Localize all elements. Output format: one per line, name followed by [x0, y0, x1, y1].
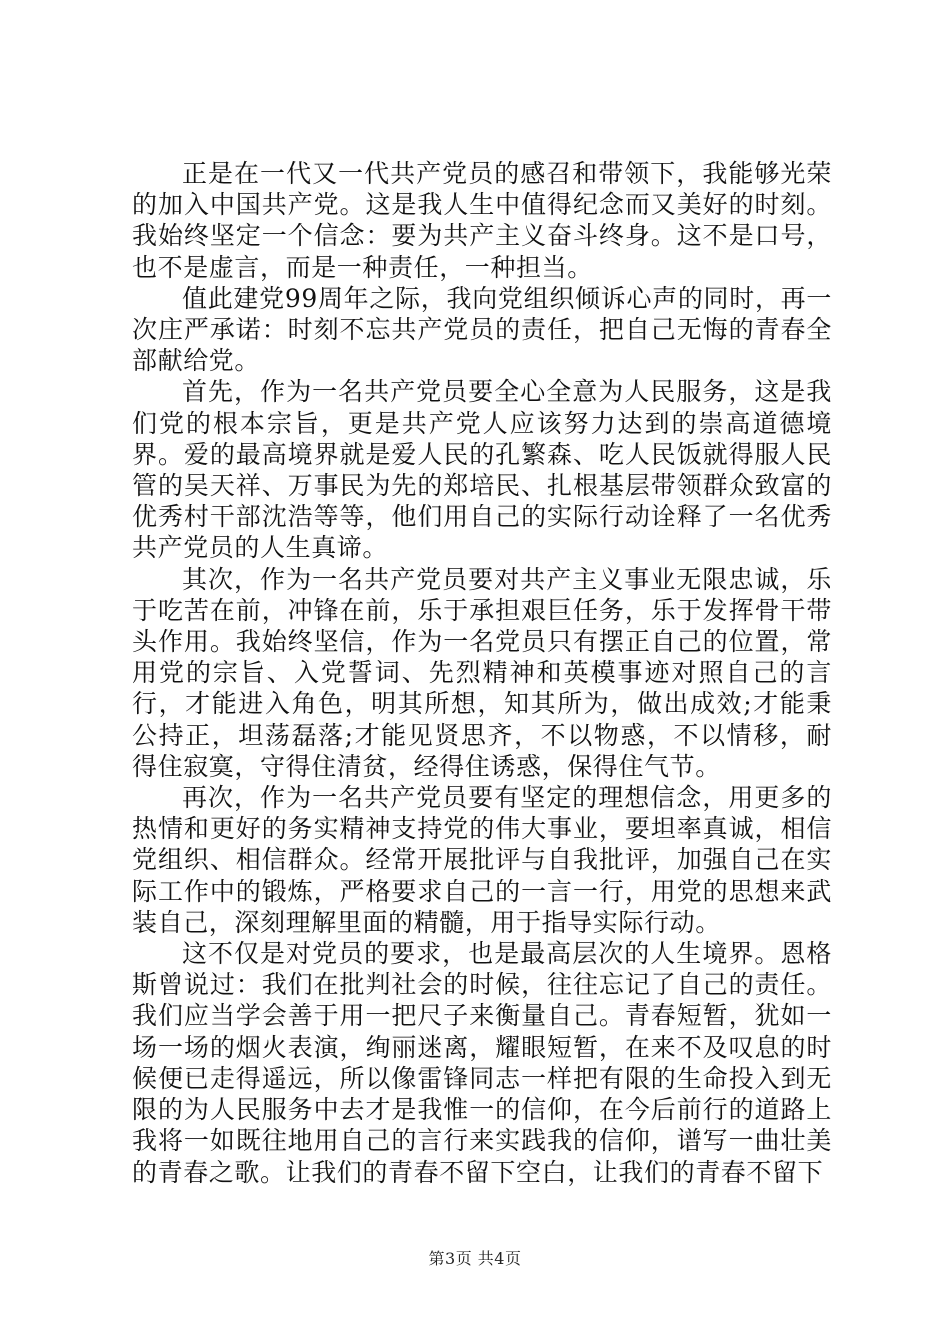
document-body	[132, 158, 832, 1188]
paragraph-3: 首先，作为一名共产党员要全心全意为人民服务，这是我们党的根本宗旨，更是共产党人应该努力达到的崇高道德境界。爱的最高境界就是爱人民的孔繁森、吃人民饭就得服人民管的吴天祥、万事民为先的郑培民、扎根基层带领群众致富的优秀村干部沈浩等等，他们用自己的实际行动诠释了一名优秀共产党员的人生真谛。	[132, 377, 832, 563]
paragraph-6: 这不仅是对党员的要求，也是最高层次的人生境界。恩格斯曾说过：我们在批判社会的时候，往往忘记了自己的责任。我们应当学会善于用一把尺子来衡量自己。青春短暂，犹如一场一场的烟火表演，绚丽迷离，耀眼短暂，在来不及叹息的时候便已走得遥远，所以像雷锋同志一样把有限的生命投入到无限的为人民服务中去才是我惟一的信仰，在今后前行的道路上我将一如既往地用自己的言行来实践我的信仰，谱写一曲壮美的青春之歌。让我们的青春不留下空白，让我们的青春不留下	[132, 939, 832, 1187]
page-footer: 第3页 共4页	[428, 1249, 522, 1268]
paragraph-5: 再次，作为一名共产党员要有坚定的理想信念，用更多的热情和更好的务实精神支持党的伟大事业，要坦率真诚，相信党组织、相信群众。经常开展批评与自我批评，加强自己在实际工作中的锻炼，严格要求自己的一言一行，用党的思想来武装自己，深刻理解里面的精髓，用于指导实际行动。	[132, 783, 832, 937]
paragraph-4: 其次，作为一名共产党员要对共产主义事业无限忠诚，乐于吃苦在前，冲锋在前，乐于承担艰巨任务，乐于发挥骨干带头作用。我始终坚信，作为一名党员只有摆正自己的位置，常用党的宗旨、入党誓词、先烈精神和英模事迹对照自己的言行，才能进入角色，明其所想，知其所为，做出成效;才能秉公持正，坦荡磊落;才能见贤思齐，不以物惑，不以情移，耐得住寂寞，守得住清贫，经得住诱惑，保得住气节。	[132, 564, 832, 781]
paragraph-2: 值此建党99周年之际，我向党组织倾诉心声的同时，再一次庄严承诺：时刻不忘共产党员的责任，把自己无悔的青春全部献给党。	[132, 283, 832, 376]
paragraph-1: 正是在一代又一代共产党员的感召和带领下，我能够光荣的加入中国共产党。这是我人生中值得纪念而又美好的时刻。我始终坚定一个信念：要为共产主义奋斗终身。这不是口号，也不是虚言，而是一种责任，一种担当。	[132, 159, 832, 282]
